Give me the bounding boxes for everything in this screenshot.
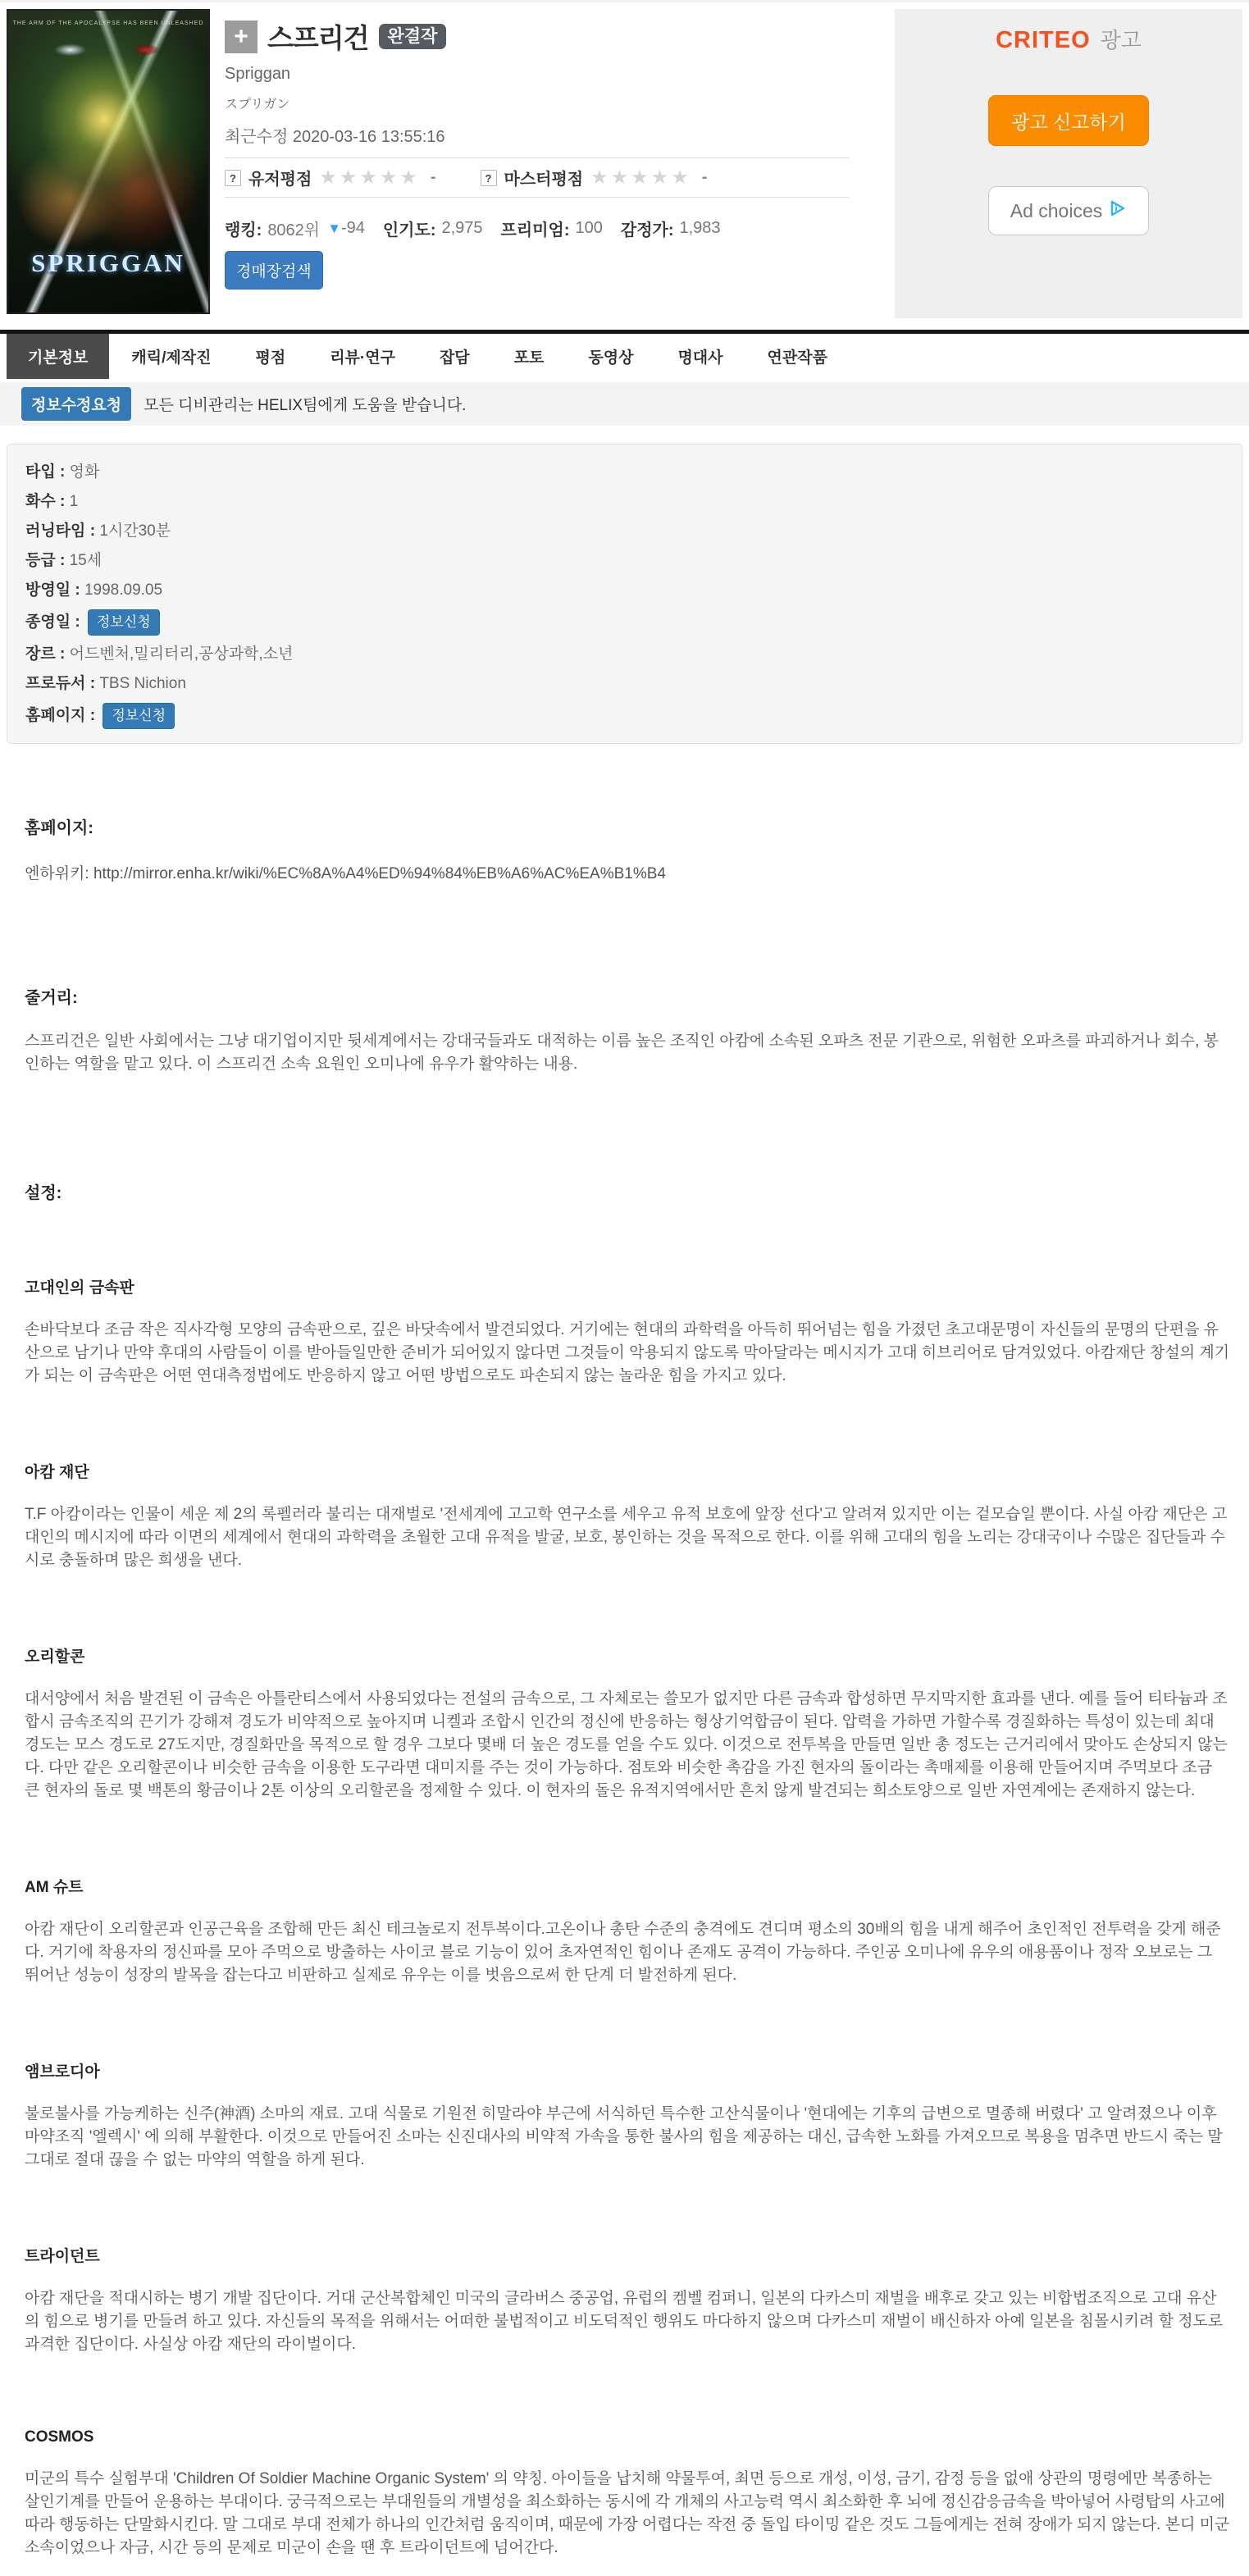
synopsis-section-heading: 줄거리: xyxy=(25,989,78,1007)
master-rating-label: 마스터평점 xyxy=(504,171,584,189)
master-rating-group xyxy=(481,166,708,189)
setting-entry-title: 오리할콘 xyxy=(25,1648,85,1666)
title-japanese: スプリガン xyxy=(225,98,290,112)
tab-photos[interactable]: 포토 xyxy=(513,349,545,367)
tab-bar xyxy=(0,330,1249,379)
request-info-button[interactable]: 정보신청 xyxy=(103,703,175,729)
user-rating-group xyxy=(225,166,436,189)
main-content xyxy=(0,814,1249,2576)
master-rating-value: - xyxy=(701,168,708,186)
info-row-air-date: 방영일 : 1998.09.05 xyxy=(25,581,163,599)
setting-entry-body: 대서양에서 처음 발견된 이 금속은 아틀란티스에서 사용되었다는 전설의 금속으로, 그 자체로는 쓸모가 없지만 다른 금속과 합성하면 무지막지한 효과를 낸다. 예를 들어 티타늄과 조합시 금속조직의 끈기가 강해져 경도가 비약적으로 높아지며 니켈과 조합시 인간의 정신에 반응하는 형상기억합금이 된다. 압력을 가하면 가할수록 경질화하는 특성이 있는데 최대 경도는 모스 경도로 27도지만, 경질화만을 목적으로 할 경우 그보다 몇배 더 높은 경도를 얻을 수도 있다. 이것으로 전투복을 만들면 일반 총 정도는 근거리에서 맞아도 손상되지 않는다. 다만 같은 오리할콘이나 비슷한 금속을 이용한 도구라면 대미지를 주는 것이 가능하다. 점토와 비슷한 촉감을 가진 현자의 돌이라는 촉매제를 이용해 만들어지며 주먹보다 조금 큰 현자의 돌로 몇 백톤의 황금이나 2톤 이상의 오리할콘을 정제할 수 있다. 이 현자의 돌은 유적지역에서만 흔치 않게 발견되는 희소토양으로 일반 자연계에는 존재하지 않는다. xyxy=(25,1690,1228,1799)
ad-report-button[interactable]: 광고 신고하기 xyxy=(988,95,1149,146)
homepage-url-link[interactable]: 엔하위키: http://mirror.enha.kr/wiki/%EC%8A%A4%ED%94%84%EB%A6%AC%EA%B1%B4 xyxy=(25,865,666,882)
setting-entry-body: 아캄 재단이 오리할콘과 인공근육을 조합해 만든 최신 테크놀로지 전투복이다.고온이나 총탄 수준의 충격에도 견디며 평소의 30배의 힘을 내게 해주어 초인적인 전투력을 갖게 해준다. 거기에 착용자의 정신파를 모아 주먹으로 방출하는 사이코 블로 기능이 있어 초자연적인 힘이나 존재도 공격이 가능하다. 주인공 오미나에 유우의 애용품이나 정작 오보로는 그 뛰어난 성능이 성장의 발목을 잡는다고 비판하고 실제로 유우는 이를 벗음으로써 한 단계 더 발전하게 된다. xyxy=(25,1921,1221,1984)
poster-title-text: SPRIGGAN xyxy=(31,248,185,277)
rank-label: 랭킹: xyxy=(225,221,262,239)
appraisal-value: 1,983 xyxy=(679,219,721,237)
tab-reviews-research[interactable]: 리뷰·연구 xyxy=(330,349,395,367)
info-box xyxy=(7,444,1242,744)
setting-entry-title: 트라이던트 xyxy=(25,2248,100,2265)
info-row-episodes: 화수 : 1 xyxy=(25,493,79,510)
add-to-list-icon[interactable]: + xyxy=(225,21,258,53)
tab-characters-staff[interactable]: 캐릭/제작진 xyxy=(131,349,212,367)
rank-delta-value: -94 xyxy=(340,219,365,237)
ad-brand-row xyxy=(895,24,1242,54)
settings-section-heading: 설정: xyxy=(25,1184,62,1202)
setting-entry-title: 앰브로디아 xyxy=(25,2063,100,2081)
info-row-type: 타입 : 영화 xyxy=(25,463,100,481)
setting-entry-title: 고대인의 금속판 xyxy=(25,1279,134,1297)
setting-entry xyxy=(25,1644,1231,1803)
setting-entry xyxy=(25,2428,1231,2560)
setting-entry-body: T.F 아캄이라는 인물이 세운 제 2의 록펠러라 불리는 대재벌로 '전세계에 고고학 연구소를 세우고 유적 보호에 앞장 선다'고 알려져 있지만 이는 겉모습일 뿐이다. 사실 아캄 재단은 고대인의 메시지에 따라 이면의 세계에서 현대의 과학력을 초월한 고대 유적을 발굴, 보호, 봉인하는 것을 목적으로 한다. 이를 위해 고대의 힘을 노리는 강대국이나 수많은 집단들과 수시로 충돌하며 많은 희생을 낸다. xyxy=(25,1506,1228,1569)
user-rating-stars[interactable]: ★★★★★ xyxy=(319,166,420,189)
request-info-button[interactable]: 정보신청 xyxy=(88,609,160,636)
setting-entry-title: COSMOS xyxy=(25,2428,94,2446)
page-title: 스프리건 xyxy=(267,23,369,53)
status-badge: 완결작 xyxy=(379,24,447,49)
setting-entry-title: 아캄 재단 xyxy=(25,1464,89,1481)
last-modified: 최근수정 2020-03-16 13:55:16 xyxy=(225,128,445,146)
adchoices-play-icon xyxy=(1109,199,1127,222)
info-row-runtime: 러닝타임 : 1시간30분 xyxy=(25,522,171,540)
info-edit-request-button[interactable]: 정보수정요청 xyxy=(21,387,131,421)
setting-entry xyxy=(25,2059,1231,2172)
title-header xyxy=(0,2,1249,325)
ratings-row xyxy=(225,157,850,198)
synopsis-body: 스프리건은 일반 사회에서는 그냥 대기업이지만 뒷세계에서는 강대국들과도 대적하는 이름 높은 조직인 아캄에 소속된 오파츠 전문 기관으로, 위험한 오파츠를 파괴하거나 회수, 봉인하는 역할을 맡고 있다. 이 스프리건 소속 요원인 오미나에 유우가 활약하는 내용. xyxy=(25,1033,1219,1073)
tab-chat[interactable]: 잡담 xyxy=(439,349,470,367)
popularity-label: 인기도: xyxy=(382,221,436,239)
notice-row xyxy=(0,382,1249,426)
tab-videos[interactable]: 동영상 xyxy=(588,349,634,367)
rank-value: 8062위 xyxy=(267,221,321,239)
setting-entry xyxy=(25,2244,1231,2356)
notice-message: 모든 디비관리는 HELIX팀에게 도움을 받습니다. xyxy=(144,397,467,414)
setting-entry-body: 아캄 재단을 적대시하는 병기 개발 집단이다. 거대 군산복합체인 미국의 글라버스 중공업, 유럽의 켐벨 컴퍼니, 일본의 다카스미 재벌을 배후로 갖고 있는 비합법조직으로 고대 유산의 힘으로 병기를 만들려 하고 있다. 자신들의 목적을 위해서는 어떠한 불법적이고 비도덕적인 행위도 마다하지 않으며 다카스미 재벌이 배신하자 아예 일본을 침몰시키려 할 정도로 과격한 집단이다. 사실상 아캄 재단의 라이벌이다. xyxy=(25,2290,1224,2353)
tab-basic-info[interactable]: 기본정보 xyxy=(7,334,109,379)
popularity-value: 2,975 xyxy=(441,219,483,237)
setting-entry xyxy=(25,1875,1231,1987)
ad-choices-button[interactable] xyxy=(988,186,1149,235)
tab-ratings[interactable]: 평점 xyxy=(255,349,286,367)
poster-image xyxy=(7,9,210,314)
help-icon[interactable]: ? xyxy=(481,170,497,186)
master-rating-stars[interactable]: ★★★★★ xyxy=(590,166,691,189)
setting-entry xyxy=(25,1275,1231,1388)
appraisal-label: 감정가: xyxy=(620,221,674,239)
setting-entry xyxy=(25,1460,1231,1572)
tab-quotes[interactable]: 명대사 xyxy=(677,349,723,367)
ad-choices-label: Ad choices xyxy=(1010,199,1103,221)
ad-panel xyxy=(895,9,1242,318)
criteo-logo[interactable]: CRITEO xyxy=(996,27,1091,53)
info-row-genre: 장르 : 어드벤처,밀리터리,공상과학,소년 xyxy=(25,645,294,663)
title-row xyxy=(225,17,850,56)
auction-search-button[interactable]: 경매장검색 xyxy=(225,251,323,290)
premium-value: 100 xyxy=(575,219,603,237)
stats-row xyxy=(225,217,850,240)
info-row-homepage: 홈페이지 : 정보신청 xyxy=(25,701,1225,731)
user-rating-label: 유저평점 xyxy=(248,171,312,189)
rank-down-icon: ▼ xyxy=(327,220,341,236)
setting-entry-body: 미군의 특수 실험부대 'Children Of Soldier Machine Organic System' 의 약칭. 아이들을 납치해 약물투여, 최면 등으로 개성, 이성, 금기, 감정 등을 없애 상관의 명령에만 복종하는 살인기계를 만들어 운용하는 부대이다. 궁극적으로는 부대원들의 개별성을 최소화하는 동시에 각 개체의 사고능력 역시 최소화한 후 뇌에 정신감응금속을 박아넣어 사령탑의 사고에 따라 행동하는 단말화시킨다. 말 그대로 부대 전체가 하나의 인간처럼 움직이며, 때문에 가장 어렵다는 작전 중 돌입 타이밍 같은 것도 그들에게는 전혀 장애가 되지 않는다. 본디 미군 소속이었으나 자금, 시간 등의 문제로 미군이 손을 땐 후 트라이던트에 넘어간다. xyxy=(25,2470,1230,2556)
help-icon[interactable]: ? xyxy=(225,170,241,186)
info-row-producer: 프로듀서 : TBS Nichion xyxy=(25,675,186,692)
title-english: Spriggan xyxy=(225,65,291,83)
homepage-section-heading: 홈페이지: xyxy=(25,819,93,837)
user-rating-value: - xyxy=(430,168,436,186)
page xyxy=(0,2,1249,2576)
info-row-end-date: 종영일 : 정보신청 xyxy=(25,608,1225,637)
setting-entry-body: 불로불사를 가능케하는 신주(神酒) 소마의 재료. 고대 식물로 기원전 히말라야 부근에 서식하던 특수한 고산식물이나 '현대에는 기후의 급변으로 멸종해 버렸다' 고 알려졌으나 이후 마약조직 '엘렉시' 에 의해 부활한다. 이것으로 만들어진 소마는 신진대사의 비약적 가속을 통한 불사의 힘을 제공하는 대신, 급속한 노화를 가져오므로 복용을 멈추면 반드시 죽는 말그대로 절대 끊을 수 없는 마약의 역할을 하게 된다. xyxy=(25,2105,1223,2168)
setting-entry-title: AM 슈트 xyxy=(25,1879,84,1896)
title-block xyxy=(210,9,866,290)
poster-banner-text: THE ARM OF THE APOCALYPSE HAS BEEN UNLEASHED xyxy=(12,21,204,26)
premium-label: 프리미엄: xyxy=(500,221,570,239)
info-row-rating: 등급 : 15세 xyxy=(25,552,103,569)
setting-entry-body: 손바닥보다 조금 작은 직사각형 모양의 금속판으로, 깊은 바닷속에서 발견되었다. 거기에는 현대의 과학력을 아득히 뛰어넘는 힘을 가졌던 초고대문명이 자신들의 문명의 단편을 유산으로 남기나 만약 후대의 사람들이 이를 받아들일만한 준비가 되어있지 않다면 그것들이 악용되지 않도록 막아달라는 메시지가 고대 히브리어로 담겨있었다. 아캄재단 창설의 계기가 되는 이 금속판은 어떤 연대측정법에도 반응하지 않고 어떤 방법으로도 파손되지 않는 놀라운 힘을 가지고 있다. xyxy=(25,1321,1230,1384)
tab-related-works[interactable]: 연관작품 xyxy=(767,349,827,367)
ad-label: 광고 xyxy=(1100,28,1142,52)
